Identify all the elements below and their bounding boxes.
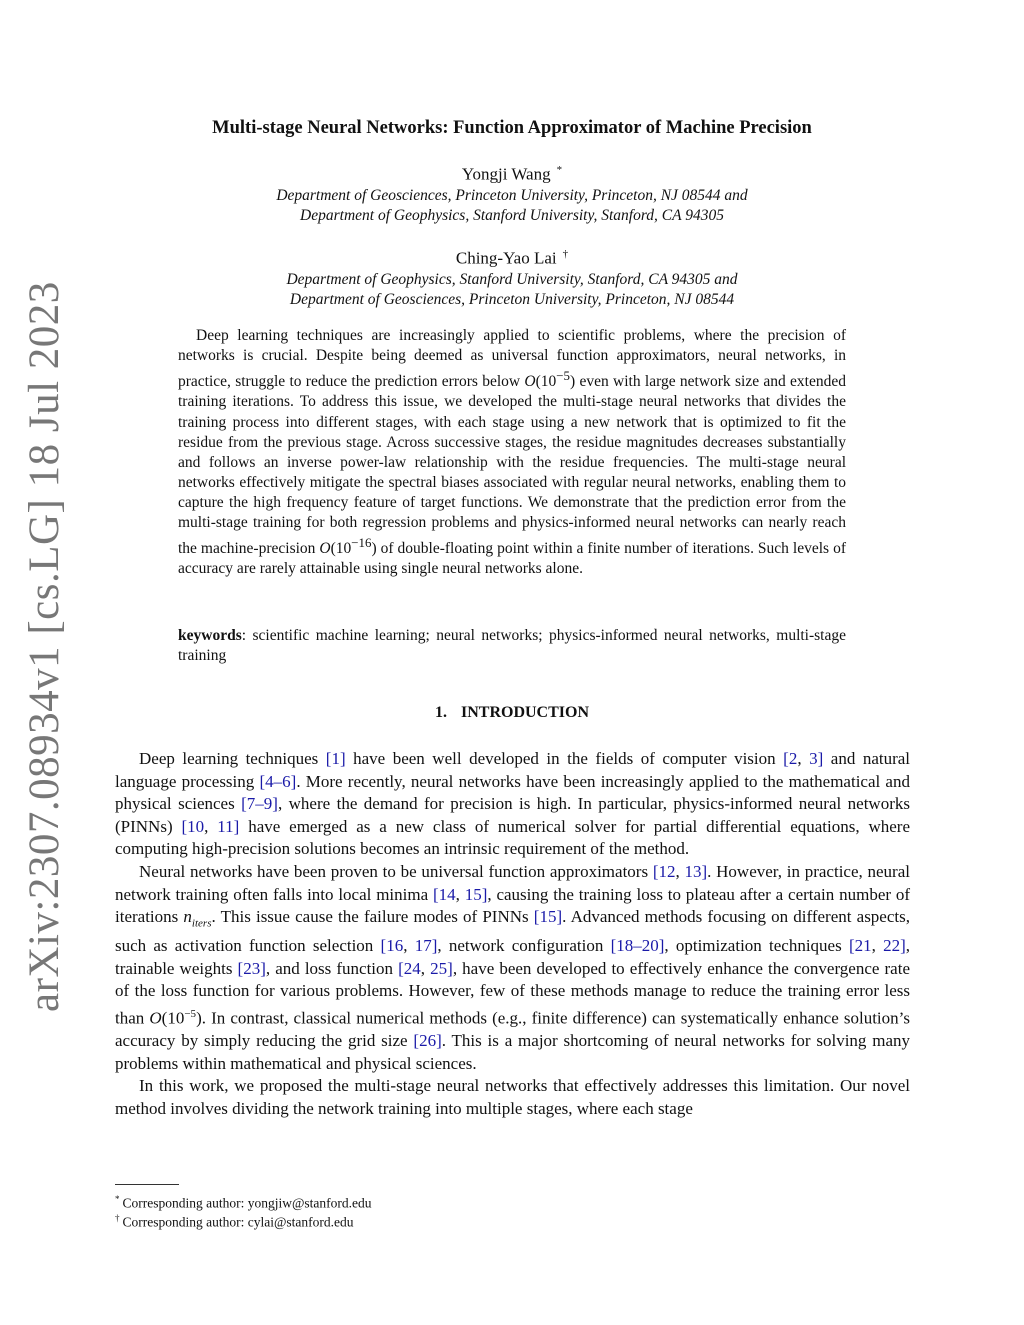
author-1 — [100, 164, 924, 185]
citation-link[interactable]: [4–6] — [259, 771, 297, 791]
citation-link[interactable]: [2 — [783, 749, 798, 768]
citation-link[interactable]: [14 — [432, 884, 456, 904]
citation-link[interactable]: 3] — [809, 749, 824, 768]
footnote-2 — [115, 1209, 715, 1232]
footnote-2-mark: † — [115, 1213, 120, 1223]
citation-link[interactable]: [18–20] — [610, 936, 665, 956]
citation-link[interactable]: 17] — [414, 936, 438, 956]
footnote-1-text: Corresponding author: yongjiw@stanford.edu — [122, 1195, 372, 1211]
author-2 — [100, 248, 924, 269]
citation-link[interactable]: [12 — [652, 861, 676, 881]
citation-link[interactable]: [24 — [398, 958, 421, 978]
section-title: INTRODUCTION — [460, 704, 589, 721]
footnote-divider — [115, 1184, 179, 1185]
footnote-1-mark: * — [115, 1194, 120, 1204]
author-2-affiliation-2: Department of Geosciences, Princeton University, Princeton, NJ 08544 — [289, 291, 735, 308]
citation-link[interactable]: 11] — [217, 816, 240, 836]
author-1-affiliation-2: Department of Geophysics, Stanford University, Stanford, CA 94305 — [300, 207, 724, 224]
footnote-2-text: Corresponding author: cylai@stanford.edu — [122, 1214, 354, 1230]
author-1-mark: * — [556, 164, 563, 176]
citation-link[interactable]: [15] — [533, 907, 563, 927]
author-1-affiliation-1: Department of Geosciences, Princeton University, Princeton, NJ 08544 and — [276, 187, 748, 204]
section-heading — [100, 704, 924, 722]
paper-title: Multi-stage Neural Networks: Function Approximator of Machine Precision — [212, 118, 812, 138]
citation-link[interactable]: [1] — [325, 749, 346, 768]
citation-link[interactable]: 22] — [883, 936, 906, 956]
author-2-mark: † — [562, 248, 569, 260]
section-number: 1. — [434, 704, 447, 721]
citation-link[interactable]: [16 — [380, 936, 404, 956]
body-paragraph-1: Deep learning techniques [1] have been well developed in the fields of computer vision [2, 3] and natural language processing [4–6]. More recently, neural networks have been increasingly applied to the mathematical and physical sciences [7–9], where the demand for precision is high. In particular, physics-informed neural networks (PINNs) [10, 11] have emerged as a new class of numerical solver for partial differential equations, where computing high-precision solutions becomes an intrinsic requirement of the method. — [115, 749, 911, 859]
body-text — [115, 748, 910, 1121]
keywords-label: keywords — [178, 627, 242, 644]
abstract — [178, 326, 846, 579]
abstract-paragraph: Deep learning techniques are increasingly applied to scientific problems, where the precision of networks is crucial. Despite being deemed as universal function approximators, neural networks, in practice, struggle to reduce the prediction errors below $O(10^{-5})$ even with large network size and extended training iterations. To address this issue, we developed the multi-stage neural networks that divides the training process into different stages, with each stage using a new network that is optimized to fit the residue from the previous stage. Across successive stages, the residue magnitudes decreases substantially and follows an inverse power-law relationship with the residue frequencies. The multi-stage neural networks effectively mitigate the spectral biases associated with regular neural networks, enabling them to capture the high frequency feature of target functions. We demonstrate that the prediction error from the multi-stage training for both regression problems and physics-informed neural networks can nearly reach the machine-precision $O(10^{-16})$ of double-floating point within a finite number of iterations. Such levels of accuracy are rarely attainable using single neural networks alone. — [178, 327, 846, 578]
citation-link[interactable]: [23] — [237, 958, 266, 978]
citation-link[interactable]: [7–9] — [241, 794, 278, 814]
citation-link[interactable]: 25] — [430, 958, 453, 978]
author-2-name: Ching-Yao Lai — [455, 248, 557, 268]
arxiv-sidebar-stamp: arXiv:2307.08934v1 [cs.LG] 18 Jul 2023 — [21, 281, 68, 1012]
citation-link[interactable]: [21 — [848, 936, 872, 956]
citation-link[interactable]: 15] — [464, 884, 488, 904]
citation-link[interactable]: [10 — [181, 816, 205, 836]
keywords — [178, 626, 846, 666]
author-2-affiliation-1: Department of Geophysics, Stanford University, Stanford, CA 94305 and — [286, 271, 738, 288]
citation-link[interactable]: [26] — [413, 1031, 442, 1051]
body-paragraph-3: In this work, we proposed the multi-stage neural networks that effectively addresses this limitation. Our novel method involves dividing the network training into multiple stages, where each stage — [115, 1076, 910, 1118]
citation-link[interactable]: 13] — [684, 861, 708, 881]
body-paragraph-2: Neural networks have been proven to be universal function approximators [12, 13]. However, in practice, neural network training often falls into local minima [14, 15], causing the training loss to plateau after a certain number of iterations $n_{iters}$. This issue cause the failure modes of PINNs [15]. Advanced methods focusing on different aspects, such as activation function selection [16, 17], network configuration [18–20], optimization techniques [21, 22], trainable weights [23], and loss function [24, 25], have been developed to effectively enhance the convergence rate of the loss function for various problems. However, few of these methods manage to reduce the training error less than $O(10^{-5})$. In contrast, classical numerical methods (e.g., finite difference) can systematically enhance solution’s accuracy by simply reducing the grid size [26]. This is a major shortcoming of neural networks for solving many problems within mathematical and physical sciences. — [115, 861, 911, 1073]
author-1-name: Yongji Wang — [461, 164, 551, 184]
keywords-text: : scientific machine learning; neural networks; physics-informed neural networks, multi-stage training — [178, 627, 846, 665]
